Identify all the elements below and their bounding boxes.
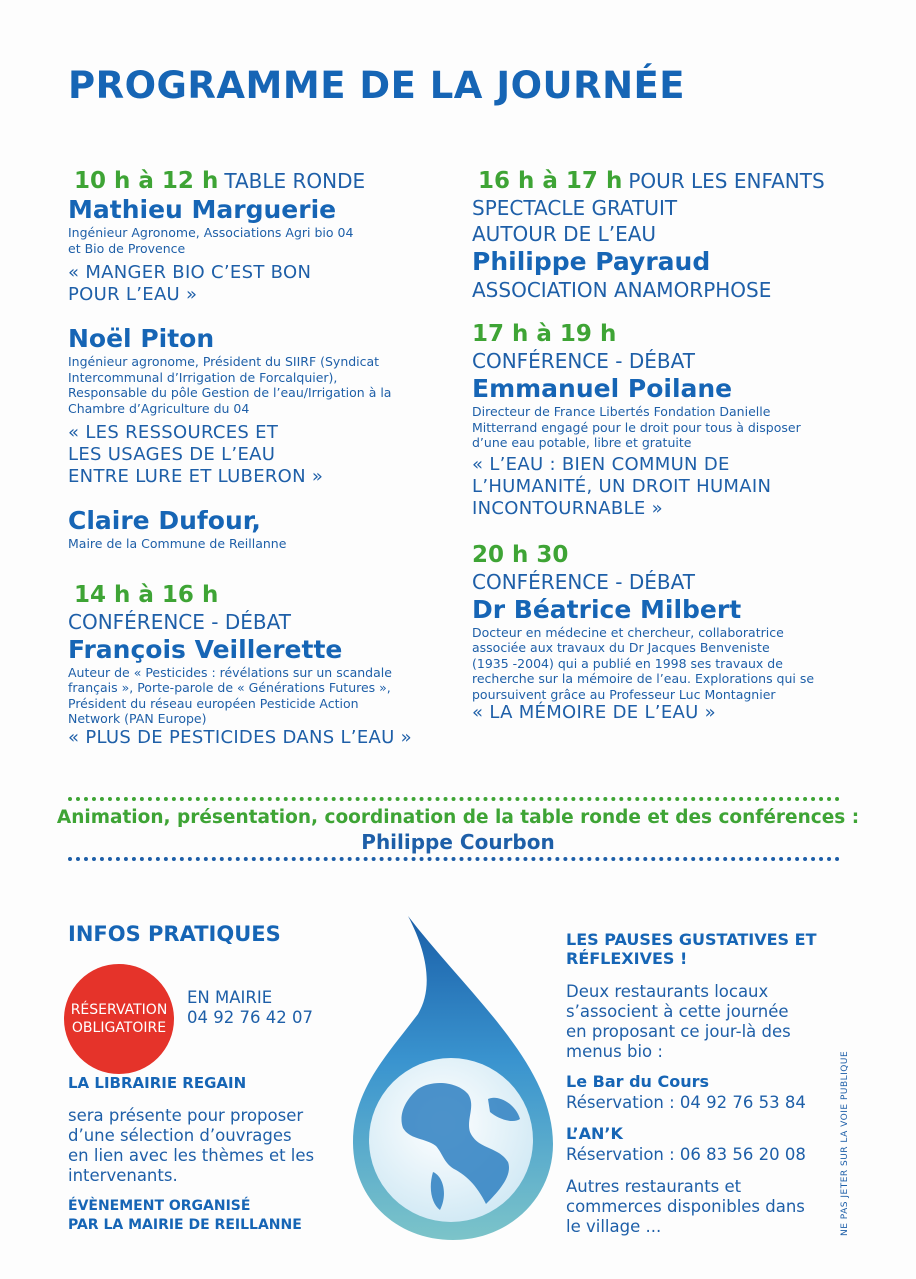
session-14h (68, 582, 428, 749)
talk-quote: « PLUS DE PESTICIDES DANS L’EAU » (68, 726, 412, 748)
speaker-name: Philippe Payraud (472, 247, 711, 276)
librairie-title: LA LIBRAIRIE REGAIN (68, 1074, 247, 1092)
session-time: 17 h à 19 h (472, 321, 617, 347)
divider-dotted-green (68, 797, 840, 801)
speaker-name: Noël Piton (68, 324, 215, 353)
talk-quote: « LA MÉMOIRE DE L’EAU » (472, 702, 716, 723)
speaker-claire-dufour (68, 506, 438, 552)
water-drop-globe-illustration (348, 914, 558, 1244)
speaker-noel-piton (68, 324, 428, 488)
restaurant-2-name: L’AN’K (566, 1124, 623, 1143)
session-kind: CONFÉRENCE - DÉBAT (68, 609, 291, 634)
talk-quote: « LES RESSOURCES ET LES USAGES DE L’EAU ENTRE LURE ET LUBERON » (68, 422, 324, 487)
speaker-desc: Maire de la Commune de Reillanne (68, 536, 287, 551)
right-column (472, 168, 832, 742)
pauses-outro: Autres restaurants et commerces disponibles dans le village ... (566, 1177, 805, 1236)
speaker-name: Claire Dufour, (68, 506, 261, 535)
session-17h (472, 321, 832, 520)
session-time: 16 h à 17 h POUR LES ENFANTS (478, 168, 825, 194)
speaker-name: Emmanuel Poilane (472, 374, 733, 403)
librairie-text: sera présente pour proposer d’une sélection d’ouvrages en lien avec les thèmes et les intervenants. (68, 1106, 315, 1185)
page-title: PROGRAMME DE LA JOURNÉE (68, 64, 686, 107)
speaker-name: Dr Béatrice Milbert (472, 594, 742, 624)
pauses-intro: Deux restaurants locaux s’associent à cette journée en proposant ce jour-là des menus bio : (566, 982, 791, 1061)
restaurant-1-phone: Réservation : 04 92 76 53 84 (566, 1093, 806, 1112)
left-column (68, 168, 438, 767)
speaker-desc: Ingénieur agronome, Président du SIIRF (Syndicat Intercommunal d’Irrigation de Forcalquier), Responsable du pôle Gestion de l’eau/Irrigation à la Chambre d’Agriculture du 04 (68, 354, 392, 416)
animation-credit: Animation, présentation, coordination de la table ronde et des conférences : Philippe Courbon (56, 807, 860, 854)
vertical-note: NE PAS JETER SUR LA VOIE PUBLIQUE (840, 1050, 850, 1236)
session-20h30 (472, 542, 832, 725)
reservation-badge: RÉSERVATION OBLIGATOIRE (64, 964, 174, 1074)
speaker-association: ASSOCIATION ANAMORPHOSE (472, 278, 772, 302)
talk-quote: « MANGER BIO C’EST BON POUR L’EAU » (68, 262, 312, 305)
speaker-desc: Docteur en médecine et chercheur, collaboratrice associée aux travaux du Dr Jacques Benveniste (1935 -2004) qui a publié en 1998 ses travaux de recherche sur la mémoire de l’eau. Explorations qui se poursuivent grâce au Professeur Luc Montagnier (472, 624, 815, 702)
restaurant-1-name: Le Bar du Cours (566, 1072, 710, 1091)
speaker-desc: Directeur de France Libertés Fondation Danielle Mitterrand engagé pour le droit pour tous à disposer d’une eau potable, libre et gratuite (472, 404, 801, 450)
pauses-title: LES PAUSES GUSTATIVES ET RÉFLEXIVES ! (566, 930, 817, 968)
infos-title: INFOS PRATIQUES (68, 922, 281, 946)
speaker-desc: Ingénieur Agronome, Associations Agri bio 04 et Bio de Provence (68, 225, 354, 256)
divider-dotted-blue (68, 857, 840, 861)
speaker-name: François Veillerette (68, 634, 343, 664)
speaker-desc: Auteur de « Pesticides : révélations sur un scandale français », Porte-parole de « Générations Futures », Président du réseau européen Pesticide Action Network (PAN Europe) (68, 664, 392, 726)
talk-quote: « L’EAU : BIEN COMMUN DE L’HUMANITÉ, UN DROIT HUMAIN INCONTOURNABLE » (472, 453, 772, 519)
session-kind: CONFÉRENCE - DÉBAT (472, 569, 695, 594)
session-10h (68, 168, 438, 306)
session-16h (472, 168, 832, 303)
session-kind: SPECTACLE GRATUIT AUTOUR DE L’EAU (472, 196, 678, 246)
mairie-contact: EN MAIRIE 04 92 76 42 07 (187, 988, 313, 1027)
speaker-name: Mathieu Marguerie (68, 195, 337, 224)
session-time: 14 h à 16 h (74, 581, 219, 608)
organise-par: ÉVÈNEMENT ORGANISÉ PAR LA MAIRIE DE REILLANNE (68, 1198, 302, 1233)
session-kind: CONFÉRENCE - DÉBAT (472, 349, 695, 373)
session-time: 10 h à 12 h TABLE RONDE (74, 168, 366, 194)
session-time: 20 h 30 (472, 541, 569, 568)
restaurant-2-phone: Réservation : 06 83 56 20 08 (566, 1145, 806, 1164)
